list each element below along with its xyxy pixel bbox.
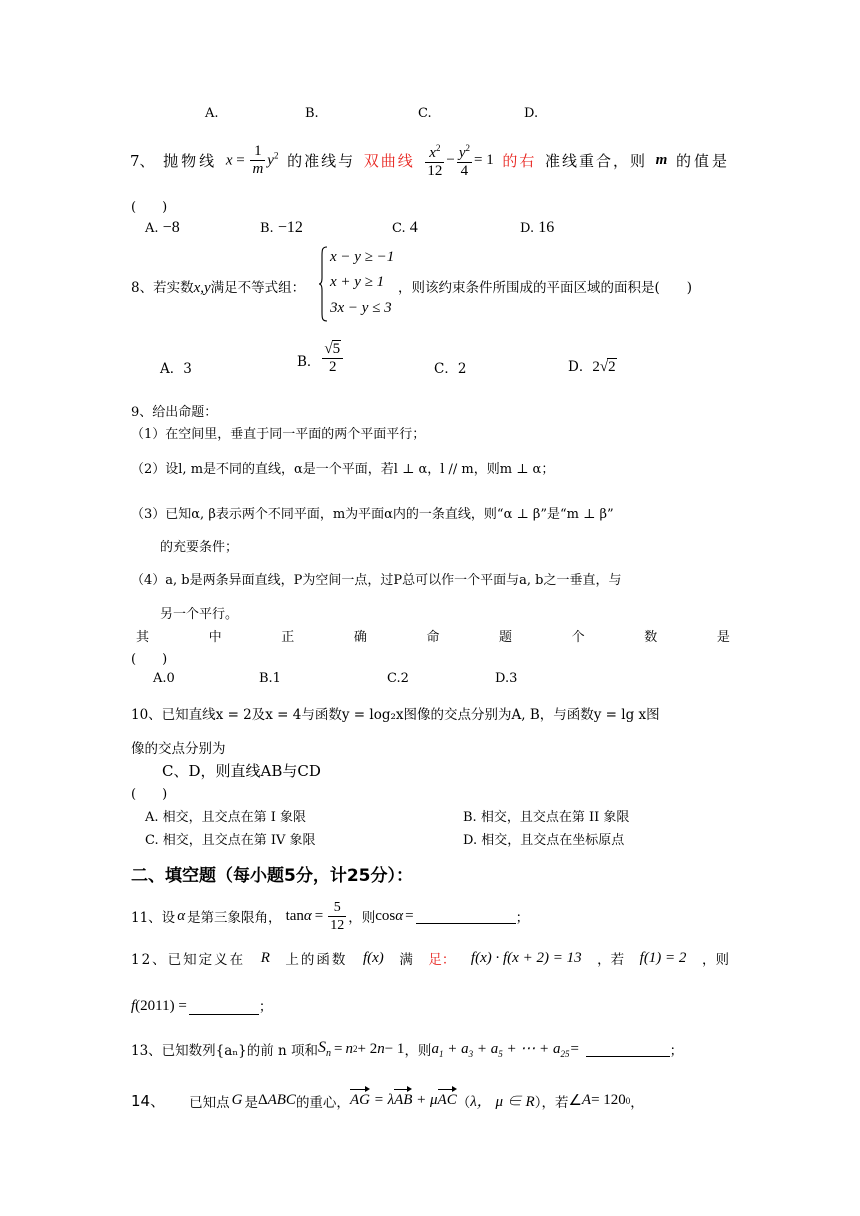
q7-text-1: 抛物线 <box>163 151 218 170</box>
q10-line-3: C、D，则直线AB与CD <box>162 762 321 780</box>
q6-option-d: D. <box>524 106 539 121</box>
q8-option-a: A．3 <box>160 361 192 377</box>
q8-inequality-1: x − y ≥ −1 <box>330 249 395 265</box>
q8-inequality-3: 3x − y ≤ 3 <box>330 300 392 316</box>
q10-option-c: C. 相交，且交点在第 IV 象限 <box>145 833 316 848</box>
q9-option-c: C.2 <box>387 671 409 686</box>
q9-statement-1: （1）在空间里，垂直于同一平面的两个平面平行； <box>131 427 426 442</box>
q12-answer-blank[interactable] <box>189 1000 259 1015</box>
q13-answer-blank[interactable] <box>586 1042 670 1057</box>
q9-option-b: B.1 <box>259 671 281 686</box>
q8-option-c: C．2 <box>434 361 467 377</box>
q9-paren: ( ) <box>131 652 168 667</box>
q7-paren: ( ) <box>131 200 168 215</box>
q8-stem-prefix: 8、若实数x,y满足不等式组： <box>131 280 306 296</box>
q9-statement-2: （2）设l, m是不同的直线，α是一个平面，若l ⊥ α，l // m，则m ⊥ α； <box>131 462 555 477</box>
q7-option-a: A. −8 <box>145 219 180 236</box>
q8-option-b: B． $\frac{√5}{2}$ <box>297 340 345 376</box>
q12-answer-line: f (2011) = ； <box>131 998 273 1015</box>
q10-option-a: A. 相交，且交点在第 I 象限 <box>145 810 307 825</box>
q11-answer-blank[interactable] <box>416 909 516 924</box>
q8-options <box>160 340 640 390</box>
q7-text-red-1: 双曲线 <box>363 151 415 170</box>
q10-line-2: 像的交点分别为 <box>131 741 226 757</box>
q7-stem <box>130 138 730 182</box>
q11-line: 11、设 α 是第三象限角， tan α = $\frac{5}{12}$ ，则 cos α = ； <box>131 899 530 933</box>
q7-text-4: 的值是 <box>675 151 730 170</box>
q7-options <box>145 219 575 239</box>
q9-option-d: D.3 <box>495 671 518 686</box>
q6-option-a: A. <box>205 106 219 121</box>
q10-option-b: B. 相交，且交点在第 II 象限 <box>463 810 630 825</box>
q9-title: 9、给出命题： <box>131 405 218 420</box>
q6-option-b: B. <box>305 106 319 121</box>
q9-statement-4a: （4）a, b是两条异面直线，P为空间一点，过P总可以作一个平面与a, b之一垂直，与 <box>131 573 622 588</box>
q7-hyperbola: $\frac{x^2}{12}$ − $\frac{y^2}{4}$ = 1 <box>423 140 493 180</box>
q10-line-1: 10、已知直线x = 2及x = 4与函数y = log₂x图像的交点分别为A, B，与函数y = lg x图 <box>131 707 660 723</box>
q8-option-d: D．2√2 <box>568 359 616 375</box>
q9-count-line: 其 中 正 确 命 题 个 数 是 <box>136 630 730 645</box>
q8-stem-suffix: ，则该约束条件所围成的平面区域的面积是( ) <box>398 280 693 296</box>
q9-statement-3b: 的充要条件； <box>160 540 239 555</box>
q13-line: 13、已知数列{aₙ}的前 n 项和 $S_n$ = n 2 + 2 n − 1 ，则 $a_1 + a_3 + a_5$ + ⋯ + $a_{25}=$ ； <box>131 1039 684 1060</box>
q9-option-a: A.0 <box>153 671 175 686</box>
q9-statement-4b: 另一个平行。 <box>160 607 239 622</box>
q7-parabola: x = $\frac{1}{m}$ $y^2$ <box>225 142 279 177</box>
q7-var-m: m <box>655 151 668 168</box>
q7-number: 7、 <box>130 151 155 170</box>
q7-option-c: C. 4 <box>392 219 418 236</box>
q7-text-3: 准线重合，则 <box>545 151 648 170</box>
q12-line: 12、已知定义在 R 上的函数 f(x) 满 足： f(x) · f(x + 2) = 13 ，若 f(1) = 2 ，则 <box>131 949 729 968</box>
q7-option-b: B. −12 <box>260 219 303 236</box>
q7-option-d: D. 16 <box>520 219 555 236</box>
q9-options <box>153 671 533 691</box>
q6-options <box>205 106 565 126</box>
q7-text-2: 的准线与 <box>287 151 356 170</box>
q14-line: 14、 已知点 G 是 Δ ABC 的重心， AG = λAB + μAC （ λ， μ ∈ R ），若 ∠ A = 120 0 ， <box>131 1092 644 1111</box>
section-2-heading: 二、填空题（每小题5分，计25分）： <box>131 866 413 886</box>
q6-option-c: C. <box>418 106 432 121</box>
q8-brace <box>318 246 328 322</box>
q8-inequality-2: x + y ≥ 1 <box>330 274 385 290</box>
q10-paren: ( ) <box>131 787 168 802</box>
q10-option-d: D. 相交，且交点在坐标原点 <box>463 833 625 848</box>
q9-statement-3a: （3）已知α, β表示两个不同平面，m为平面α内的一条直线，则“α ⊥ β”是“m ⊥ β” <box>131 507 614 522</box>
q7-text-red-2: 的右 <box>502 151 537 170</box>
